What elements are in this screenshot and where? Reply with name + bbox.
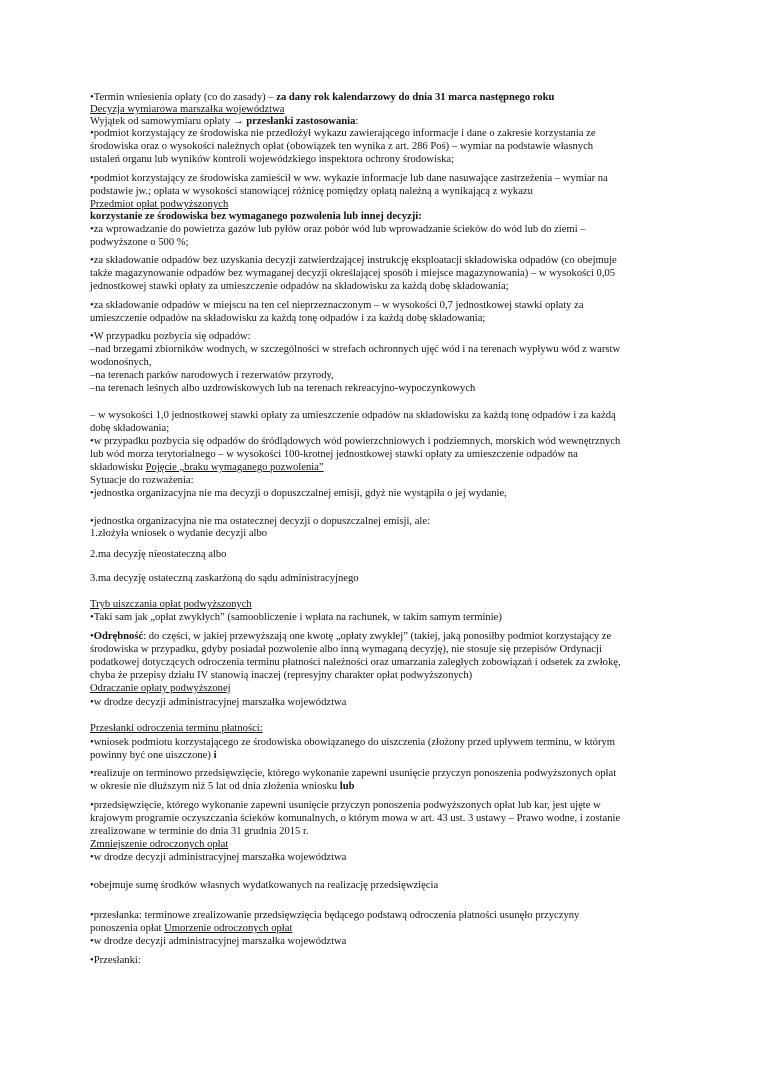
line-text: powinny być one uiszczone) bbox=[90, 750, 214, 761]
termin-line bbox=[90, 92, 554, 104]
paragraph-line: •w przypadku pozbycia się odpadów do śródlądowych wód powierzchniowych i podziemnych, morskich wód wewnętrznych bbox=[90, 436, 621, 447]
bold-colon: : bbox=[418, 211, 422, 222]
paragraph-line: •w drodze decyzji administracyjnej marszałka województwa bbox=[90, 852, 347, 863]
intro-colon: : bbox=[355, 116, 359, 127]
paragraph-line: –nad brzegami zbiorników wodnych, w szczególności w strefach ochronnych ujęć wód i na terenach wypływu wód z warstw bbox=[90, 344, 621, 355]
paragraph-line: środowiska w przypadku, gdyby posiadał pozwolenie albo inną wymaganą decyzję), nie stosuje się przepisów Ordynacji bbox=[90, 644, 602, 655]
paragraph-line: podstawie jw.; opłata w wysokości stanowiącej różnicę pomiędzy opłatą należną a wynikającą z wykazu bbox=[90, 186, 533, 197]
list-item: 1.złożyła wniosek o wydanie decyzji albo bbox=[90, 528, 268, 539]
przedmiot-bold-line bbox=[90, 211, 422, 223]
heading-odraczanie: Odraczanie opłaty podwyższonej bbox=[90, 683, 231, 694]
line-text: składowisku bbox=[90, 462, 146, 473]
heading-przedmiot: Przedmiot opłat podwyższonych bbox=[90, 199, 229, 210]
paragraph-line: •podmiot korzystający ze środowiska nie przedłożył wykazu zawierającego informacje i dane o zakresie korzystania ze bbox=[90, 128, 596, 139]
heading-przeslanki: Przesłanki odroczenia terminu płatności: bbox=[90, 723, 263, 734]
list-item: 2.ma decyzję nieostateczną albo bbox=[90, 549, 227, 560]
line-text: ponoszenia opłat bbox=[90, 923, 165, 934]
paragraph-line: jednostkowej stawki opłaty za umieszczenie odpadów na składowisku za każdą dobę składowania; bbox=[90, 281, 509, 292]
heading-sytuacje: Sytuacje do rozważenia: bbox=[90, 475, 194, 486]
paragraph-line: środowiska oraz o wysokości należnych opłat (obowiązek ten wynika z art. 286 Poś) – wymiar na podstawie własnych bbox=[90, 141, 594, 152]
bold-conj: lub bbox=[339, 781, 355, 792]
paragraph-line: lub wód morza terytorialnego – w wysokości 100-krotnej jednostkowej stawki opłaty za umieszczenie odpadów na bbox=[90, 449, 578, 460]
line-text: w okresie nie dłuższym niż 5 lat od dnia złożenia wniosku bbox=[90, 781, 340, 792]
intro-text: Wyjątek od samowymiaru opłaty → bbox=[90, 116, 247, 127]
heading-decyzja-wymiarowa: Decyzja wymiarowa marszałka województwa bbox=[90, 104, 285, 115]
paragraph-line: dobę składowania; bbox=[90, 423, 170, 434]
paragraph-line: •W przypadku pozbycia się odpadów: bbox=[90, 331, 251, 342]
paragraph-line: umieszczenie odpadów na składowisku za każdą tonę odpadów i za każdą dobę składowania; bbox=[90, 313, 486, 324]
paragraph-line: •jednostka organizacyjna nie ma decyzji o dopuszczalnej emisji, gdyż nie wystąpiła o jej wydanie, bbox=[90, 488, 507, 499]
paragraph-line: •w drodze decyzji administracyjnej marszałka województwa bbox=[90, 936, 347, 947]
paragraph-line: podatkowej dotyczących odroczenia terminu płatności należności oraz umarzania zaległych zobowiązań i odsetek za zwłokę, bbox=[90, 657, 621, 668]
paragraph-line: •za wprowadzanie do powietrza gazów lub pyłów oraz pobór wód lub wprowadzanie ścieków do wód lub do ziemi – bbox=[90, 224, 586, 235]
paragraph-line: – w wysokości 1,0 jednostkowej stawki opłaty za umieszczenie odpadów na składowisku za każdą tonę odpadów i za każdą bbox=[90, 410, 616, 421]
paragraph-line: •jednostka organizacyjna nie ma ostatecznej decyzji o dopuszczalnej emisji, ale: bbox=[90, 516, 431, 527]
bullet: • bbox=[90, 631, 94, 642]
heading-tryb: Tryb uiszczania opłat podwyższonych bbox=[90, 599, 252, 610]
paragraph-line: •za składowanie odpadów bez uzyskania decyzji zatwierdzającej instrukcję eksploatacji składowiska odpadów (co obejmuje bbox=[90, 255, 617, 266]
paragraph-line: •za składowanie odpadów w miejscu na ten cel nieprzeznaczonym – w wysokości 0,7 jednostkowej stawki opłaty za bbox=[90, 300, 584, 311]
paragraph-line: krajowym programie oczyszczania ścieków komunalnych, o którym mowa w art. 43 ust. 3 ustawy – Prawo wodne, i zostanie bbox=[90, 813, 621, 824]
termin-text: •Termin wniesienia opłaty (co do zasady) – bbox=[90, 92, 277, 103]
paragraph-line: –na terenach leśnych albo uzdrowiskowych lub na terenach rekreacyjno-wypoczynkowych bbox=[90, 383, 476, 394]
paragraph-line: •w drodze decyzji administracyjnej marszałka województwa bbox=[90, 697, 347, 708]
paragraph-line: •wniosek podmiotu korzystającego ze środowiska obowiązanego do uiszczenia (złożony przed upływem terminu, w którym bbox=[90, 737, 616, 748]
paragraph-line: podwyższone o 500 %; bbox=[90, 237, 189, 248]
paragraph-line: •Przesłanki: bbox=[90, 955, 141, 966]
paragraph-line bbox=[90, 750, 217, 762]
paragraph-line: •obejmuje sumę środków własnych wydatkowanych na realizację przedsięwzięcia bbox=[90, 880, 439, 891]
decyzja-intro bbox=[90, 116, 358, 128]
paragraph-line bbox=[90, 462, 324, 474]
paragraph-line bbox=[90, 781, 355, 793]
paragraph-line bbox=[90, 923, 292, 935]
paragraph-line: •realizuje on terminowo przedsięwzięcie, którego wykonanie zapewni usunięcie przyczyn ponoszenia podwyższonych opłat bbox=[90, 768, 617, 779]
bold-text: korzystanie ze środowiska bez wymaganego pozwolenia lub innej decyzji bbox=[90, 211, 419, 222]
line-text: : do części, w jakiej przewyższają one kwotę „opłaty zwykłej” (takiej, jaką ponosiłby podmiot korzystający ze bbox=[143, 631, 612, 642]
paragraph-line: •przesłanka: terminowe zrealizowanie przedsięwzięcia będącego podstawą odroczenia płatności usunęło przyczyny bbox=[90, 910, 580, 921]
paragraph-line: •Taki sam jak „opłat zwykłych” (samoobliczenie i wpłata na rachunek, w takim samym terminie) bbox=[90, 612, 502, 623]
link-umorzenie[interactable]: Umorzenie odroczonych opłat bbox=[164, 923, 293, 934]
paragraph-line: wodonośnych, bbox=[90, 357, 152, 368]
paragraph-line: także magazynowanie odpadów bez wymaganej decyzji określającej sposób i miejsce magazynowania) – w wysokości 0,05 bbox=[90, 268, 616, 279]
odrebnosc-bold: Odrębność bbox=[93, 631, 144, 642]
termin-bold: za dany rok kalendarzowy do dnia 31 marca następnego roku bbox=[276, 92, 555, 103]
paragraph-line: ustaleń organu lub wyników kontroli wojewódzkiego inspektora ochrony środowiska; bbox=[90, 154, 455, 165]
paragraph-line: •przedsięwzięcie, którego wykonanie zapewni usunięcie przyczyn ponoszenia podwyższonych opłat lub kar, jest ujęte w bbox=[90, 800, 601, 811]
paragraph-line: –na terenach parków narodowych i rezerwatów przyrody, bbox=[90, 370, 334, 381]
intro-bold: przesłanki zastosowania bbox=[246, 116, 356, 127]
heading-zmniejszenie: Zmniejszenie odroczonych opłat bbox=[90, 839, 229, 850]
list-item: 3.ma decyzję ostateczną zaskarżoną do sądu administracyjnego bbox=[90, 573, 359, 584]
paragraph-line bbox=[90, 631, 611, 643]
paragraph-line: zrealizowane w terminie do dnia 31 grudnia 2015 r. bbox=[90, 826, 309, 837]
bold-conj: i bbox=[213, 750, 217, 761]
paragraph-line: chyba że przepisy działu IV stanowią inaczej (represyjny charakter opłat podwyższonych) bbox=[90, 670, 473, 681]
paragraph-line: •podmiot korzystający ze środowiska zamieścił w ww. wykazie informacje lub dane nasuwające zastrzeżenia – wymiar na bbox=[90, 173, 608, 184]
link-pojecie-braku-pozwolenia[interactable]: Pojęcie „braku wymaganego pozwolenia” bbox=[145, 462, 324, 473]
